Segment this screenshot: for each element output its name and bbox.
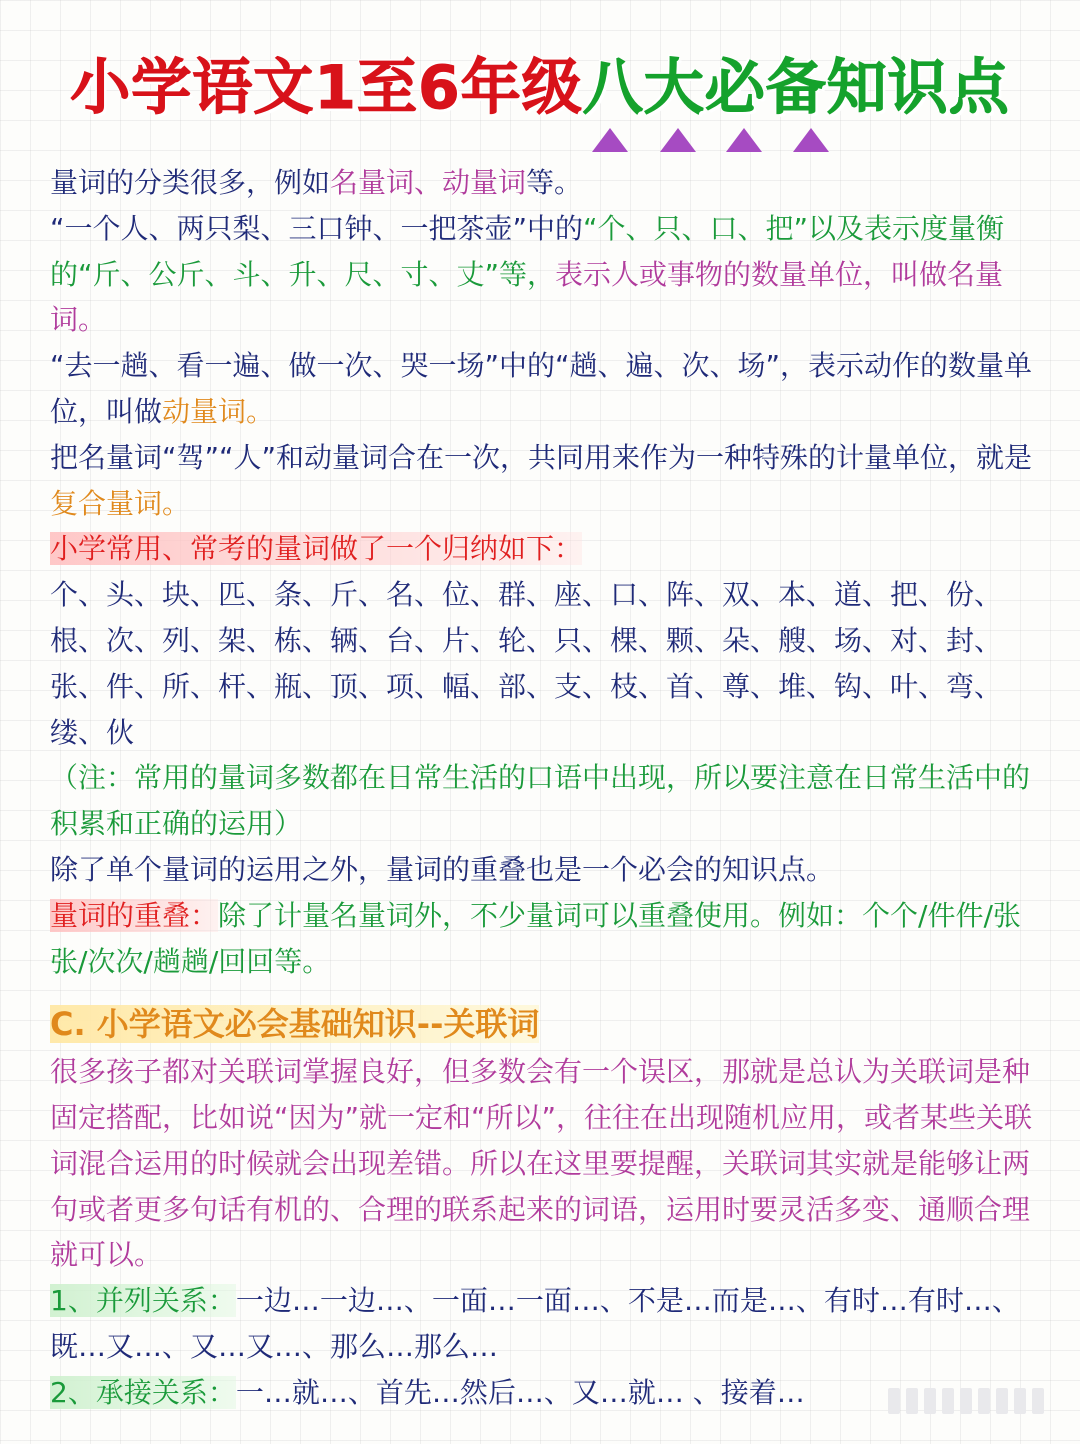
text-segment: 等。 xyxy=(526,166,583,199)
classifier-list: 个、头、块、匹、条、斤、名、位、群、座、口、阵、双、本、道、把、份、根、次、列、架、栋、辆、台、片、轮、只、棵、颗、朵、艘、场、对、封、张、件、所、杆、瓶、顶、项、幅、部、支、枝、首、尊、堆、钩、叶、弯、缕、伙 xyxy=(50,578,1003,749)
text-segment: “去一趟、看一遍、做一次、哭一场”中的“趟、遍、次、场”，表示动作的数量单位，叫做 xyxy=(50,349,1033,428)
section-c-heading-row xyxy=(50,1002,1036,1049)
paragraph-compound-classifier xyxy=(50,435,1036,527)
text-highlight: 名量词、动量词 xyxy=(330,166,527,199)
relation-examples: 一…就…、首先…然后…、又…就… 、接着… xyxy=(235,1375,805,1409)
paragraph-intro xyxy=(50,160,1036,206)
text-segment: 量词的分类很多，例如 xyxy=(50,166,331,199)
relation-label: 2、承接关系： xyxy=(50,1375,236,1409)
relation-label: 1、并列关系： xyxy=(50,1284,236,1318)
text-highlight: 动量词。 xyxy=(162,394,275,428)
section-c-heading: C. 小学语文必会基础知识--关联词 xyxy=(50,1005,540,1044)
triangle-decoration-icon xyxy=(793,128,829,152)
triangle-decoration-icon xyxy=(726,128,762,152)
paragraph-noun-classifier xyxy=(50,206,1036,343)
watermark xyxy=(888,1388,1048,1414)
text-segment: 除了计量名量词外，不少量词可以重叠使用。例如：个个/件件/张张/次次/趟趟/回回等。 xyxy=(50,898,1021,978)
list-item-parallel xyxy=(50,1278,1036,1370)
paragraph-summary-heading xyxy=(50,526,1036,572)
paragraph-conjunctions: 很多孩子都对关联词掌握良好，但多数会有一个误区，那就是总认为关联词是种固定搭配，比如说“因为”就一定和“所以”，往往在出现随机应用，或者某些关联词混合运用的时候就会出现差错。所以在这里要提醒，关联词其实就是能够让两句或者更多句话有机的、合理的联系起来的词语，运用时要灵活多变、通顺合理就可以。 xyxy=(50,1055,1033,1272)
text-segment: “一个人、两只梨、三口钟、一把茶壶”中的 xyxy=(50,211,584,245)
page-title xyxy=(0,46,1080,130)
triangle-decoration-icon xyxy=(660,128,696,152)
text-highlight: “个、只、口、把”以及表示度量衡的“斤、公斤、斗、升、尺、寸、丈”等， xyxy=(50,211,1005,291)
text-segment: 把名量词“驾”“人”和动量词合在一次，共同用来作为一种特殊的计量单位，就是 xyxy=(50,440,1033,474)
text-highlight: 表示人或事物的数量单位，叫做名量词。 xyxy=(50,257,1004,337)
title-part-green: 八大必备知识点 xyxy=(582,53,1010,123)
paragraph-reduplication-intro: 除了单个量词的运用之外，量词的重叠也是一个必会的知识点。 xyxy=(50,852,835,886)
relation-examples: 一边…一边…、一面…一面…、不是…而是…、有时…有时…、既…又…、又…又…、那么…那么… xyxy=(50,1284,1020,1363)
triangle-decoration-icon xyxy=(592,128,628,152)
paragraph-note: （注：常用的量词多数都在日常生活的口语中出现，所以要注意在日常生活中的积累和正确的运用） xyxy=(50,761,1031,841)
reduplication-label: 量词的重叠： xyxy=(50,898,219,932)
title-part-red: 小学语文1至6年级 xyxy=(70,53,583,123)
article-body xyxy=(50,160,1036,1416)
text-highlight: 复合量词。 xyxy=(50,486,191,520)
paragraph-reduplication xyxy=(50,893,1036,985)
summary-heading: 小学常用、常考的量词做了一个归纳如下： xyxy=(50,532,583,566)
paragraph-verb-classifier xyxy=(50,343,1036,435)
